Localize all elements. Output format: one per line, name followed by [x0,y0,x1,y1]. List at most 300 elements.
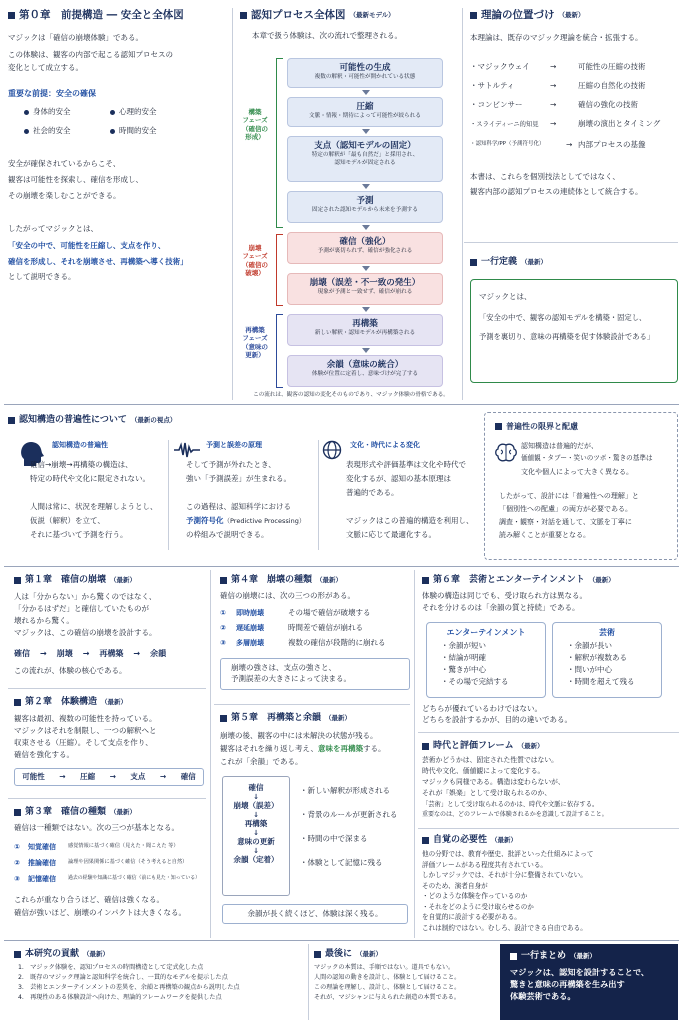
chapter1-title [14,574,204,587]
divider [214,704,410,705]
square-bullet-icon [220,577,227,584]
contribution-panel [14,948,304,1018]
ch3-item-desc: 論理や因果関係に基づく確信（そう考えると自然） [68,859,188,866]
chapter4-panel [220,574,410,700]
ch4-box-line: 崩壊の強さは、支点の強さと、 [231,662,336,672]
self-title [422,834,678,847]
summary-line: 驚きと意味の再構築を生み出す [510,978,625,989]
ch5-flow-step: 再構築 [244,818,268,828]
ch1-flow-step: 確信 [14,649,30,659]
c1-line: 仮説（解釈）を立て、 [30,516,105,525]
last-text [314,964,494,1004]
arrow-right-icon: → [40,649,47,659]
ch4-item-number: ① [220,609,226,618]
arrow-down-icon [362,307,370,312]
c2-line: 強い「予測誤差」が生まれる。 [186,474,291,483]
ch6-l1: 体験の構造は同じでも、受け取られ方は異なる。 [422,591,587,601]
ch4-item-number: ② [220,624,226,633]
c2-line: の枠組みで説明できる。 [186,530,269,539]
ch2-line: 観客は最初、複数の可能性を持っている。 [14,714,157,724]
theory-row-right: 確信の強化の技術 [578,100,638,110]
last-panel [314,948,494,1018]
c1-line: それに基づいて予測を行う。 [30,530,128,539]
entertainment-item: ・驚きが中心 [441,664,486,674]
last-title [314,948,494,961]
art-item: ・余韻が長い [567,640,612,650]
ch0-p3b: 観客は可能性を探索し、確信を形成し、 [8,175,143,185]
c1-line: 特定の時代や文化に限定されない。 [30,474,150,483]
phase-label-text: 再構築 フェーズ （意味の 更新） [242,326,268,360]
square-bullet-icon [14,699,21,706]
arrow-right-icon: → [82,649,90,659]
era-line: マジックも同様である。構造は変わらないが、 [422,778,565,787]
ch3-item-title: 記憶確信 [28,874,56,883]
era-text [422,756,678,822]
square-bullet-icon [14,951,21,958]
ch1-line: 人は「分からない」から驚くのではなく、 [14,592,157,602]
summary-subtitle: （最新） [570,951,597,960]
ch5-l2 [220,744,410,755]
divider [462,8,463,400]
square-bullet-icon [240,12,247,19]
c2-line [186,488,316,502]
c4-line: 「個別性への配慮」の両方が必要である。 [499,505,632,513]
safety-list [8,107,226,137]
ch5-note: ・新しい解釈が形成される [300,786,390,795]
theory-row-right: 内部プロセスの基盤 [578,139,646,149]
c3-title: 文化・時代による変化 [350,441,420,449]
self-title-text: 自覚の必要性 [433,835,488,845]
theory-outro-b: 観客内部の認知プロセスの連続体として統合する。 [470,186,643,196]
theory-row [470,77,678,96]
divider [308,944,309,1020]
oneline-title-text: 一行定義 [481,257,518,267]
flow-step-title: 圧縮 [356,102,374,112]
phase-bracket [276,234,283,306]
overview-panel [240,8,458,41]
theory-row [470,96,678,115]
ch5-l2-text: する。 [362,743,386,753]
theory-row [470,58,678,77]
phase-label-text: 構築 フェーズ （確信の 形成） [242,108,268,142]
flow-step [287,97,443,127]
c4-line: 文化や個人によって大きく異なる。 [521,468,633,476]
self-panel [422,834,678,938]
last-line: マジックの本質は、手順ではない。道具でもない。 [314,964,455,972]
era-line: 重要なのは、どのフレームで体験されるかを意識して設計すること。 [422,811,608,819]
contribution-item: 4. 再現性のある体験設計へ向けた、理論的フレームワークを提供した点 [18,994,222,1002]
phase-bracket [276,314,283,388]
safety-item-label: 社会的安全 [33,126,71,136]
bullet-dot-icon [110,110,115,115]
flow-step [287,136,443,182]
era-line: それが「娯楽」として受け取られるのか、 [422,789,552,798]
oneline-title [470,256,678,269]
ch2-flow-step: 圧縮 [80,771,96,781]
summary-title [510,950,668,963]
safety-item-label: 心理的安全 [119,107,157,117]
last-line: この理論を理解し、設計し、体験として届けること。 [314,984,461,992]
ch0-p3c: その崩壊を楽しむことができる。 [8,190,121,200]
square-bullet-icon [14,809,21,816]
theory-row-right: 可能性の圧縮の技術 [578,62,646,72]
overview-title [240,8,458,23]
flow-step [287,355,443,387]
entertainment-card-title: エンターテインメント [446,628,526,637]
c4-line: したがって、設計には「普遍性への理解」と [499,492,639,500]
entertainment-item: ・その場で完結する [441,676,509,686]
safety-item [24,126,110,137]
flow-step [287,191,443,223]
contribution-item: 3. 芸術とエンターテインメントの差異を、余韻と再構築の観点から説明した点 [18,984,240,992]
flow-step [287,58,443,88]
summary-line: マジックは、認知を設計することで、 [510,967,650,978]
theory-row-left: ・スライディーニ的知見 [470,121,539,129]
safety-item-label: 時間的安全 [119,126,157,136]
ch4-item [220,606,410,621]
oneline-b: 「安全の中で、観客の認知モデルを構築・固定し、 [479,312,647,322]
chapter3-title [14,806,206,819]
square-bullet-icon [495,423,502,430]
ch5-notes [300,786,410,882]
ch2-line: 収束させる（圧縮）。そして支点を作り、 [14,738,153,748]
c2-text [186,460,316,544]
theory-row-right: 崩壊の演出とタイミング [578,119,661,129]
c4-title [495,421,677,433]
ch4-item-number: ③ [220,639,226,648]
square-bullet-icon [422,837,429,844]
bullet-dot-icon [110,129,115,134]
flow-step-title: 確信（強化） [339,237,391,247]
arrow-right-icon: → [550,62,557,72]
ch3-item-desc: 過去の経験や知識に基づく確信（前にも見た・知っている） [68,875,201,882]
ch1-outro: この流れが、体験の核心である。 [14,665,127,675]
ch1-text [14,592,204,640]
phase-label-rebuild [238,326,272,360]
era-title-text: 時代と評価フレーム [433,741,514,751]
flow-step-title: 崩壊（誤差・不一致の発生） [309,278,421,288]
ch4-box-line: 予測誤差の大きさによって決まる。 [231,673,351,683]
flow-step-desc: 体験が位置に定着し、意味づけが完了する [311,371,419,378]
ch1-flow [14,648,204,660]
c3-line: 文脈に応じて最適化する。 [346,530,436,539]
ch5-note: ・体験として記憶に残る [300,858,383,867]
safety-item [24,107,110,118]
chapter3-panel [14,806,206,934]
c1-title: 認知構造の普遍性 [52,441,108,449]
entertainment-card [426,622,546,698]
ch5-flow-box [222,776,290,896]
chapter6-title-text: 第６章 芸術とエンターテインメント [433,575,585,585]
ch0-p4: したがってマジックとは、 [8,223,98,233]
flow-step-title: 可能性の生成 [339,63,391,73]
ch4-item-title: 遅延崩壊 [236,624,264,633]
ch2-flow [14,768,204,786]
chapter0-title [8,8,226,23]
era-line: 「芸術」として受け取られるのかは、時代や文脈に依存する。 [422,801,599,809]
ch3-item [14,839,206,855]
arrow-right-icon: → [550,100,557,110]
c2-line: この過程は、認知科学における [186,502,291,511]
phase-bracket [276,58,283,228]
chapter1-subtitle: （最新） [110,575,137,584]
ch3-list [14,839,206,887]
ch0-p5b: 確信を形成し、それを崩壊させ、再構築へ導く技術」 [8,256,188,266]
ch0-p6: として説明できる。 [8,272,76,282]
ch6-outro-line: どちらを設計するかが、目的の違いである。 [422,714,572,724]
ch5-flow-step: 余韻（定着） [233,854,279,864]
contribution-title-text: 本研究の貢献 [25,949,80,959]
arrow-right-icon: → [550,119,557,129]
era-panel [422,740,678,826]
universal-limits-card [484,412,678,560]
arrow-down-icon [362,348,370,353]
universal-title-text: 認知構造の普遍性について [19,415,127,425]
chapter4-title [220,574,410,587]
c3-text [346,460,478,544]
square-bullet-icon [422,743,429,750]
last-subtitle: （最新） [356,949,383,958]
theory-row-left: ・認知科学/PP（予測符号化） [470,141,545,148]
last-line: それが、マジシャンに与えられた創造の本質である。 [314,994,460,1002]
chapter4-title-text: 第４章 崩壊の種類 [231,575,313,585]
flow-step-desc: 文脈・情報・期待によって可能性が絞られる [309,113,421,120]
theory-row [470,115,678,134]
arrow-down-icon: ↓ [253,846,259,855]
flow-step-desc: 固定された認知モデルから未来を予測する [311,207,418,214]
divider [4,566,679,567]
bullet-dot-icon [24,110,29,115]
self-line: 評価フレームがある程度共有されている。 [422,860,548,869]
arrow-right-icon: → [133,649,141,659]
arrow-right-icon: → [550,81,557,91]
flow-step [287,273,443,305]
ch3-outro-a: これらが重なり合うほど、確信は強くなる。 [14,894,164,904]
ch3-item-number: ② [14,858,20,867]
c1-line: 人間は常に、状況を理解しようとし、 [30,502,158,511]
arrow-right-icon: → [159,771,167,781]
ch3-item-desc: 感覚情報に基づく確信（見えた・聞こえた 等） [68,843,179,850]
c4-text-top [521,441,677,480]
ch4-item-desc: 時間差で確信が崩れる [288,622,363,632]
self-line: を自覚的に設計する必要がある。 [422,913,521,922]
square-bullet-icon [8,417,15,424]
c4-line: 認知構造は普遍的だが、 [521,442,598,450]
c1-line: 確信→崩壊→再構築の構造は、 [30,460,133,469]
chapter3-subtitle: （最新） [110,807,137,816]
ch5-l2-text: 観客はそれを繰り返し考え、 [220,743,318,753]
square-bullet-icon [470,12,477,19]
chapter2-panel [14,696,204,792]
chapter1-panel [14,574,204,684]
ch3-item-number: ③ [14,874,20,883]
chapter6-title [422,574,678,587]
c3-line: 普遍的である。 [346,488,399,497]
universal-title [8,414,478,427]
arrow-down-icon [362,225,370,230]
flow-step-desc: 現象が予測と一致せず、確信が崩れる [317,289,413,296]
ch3-item-title: 推論確信 [28,858,56,867]
c2-line: そして予測が外れたとき、 [186,460,276,469]
theory-row [470,134,678,156]
oneline-c: 予測を裏切り、意味の再構築を促す体験設計である」 [479,331,655,341]
divider [8,798,206,799]
ch5-note-box: 余韻が長く続くほど、体験は深く残る。 [222,904,408,924]
chapter5-title [220,712,410,725]
divider [210,570,211,938]
arrow-down-icon: ↓ [253,810,259,819]
flow-step-title: 支点（認知モデルの固定） [314,141,416,151]
c3-line: マジックはこの普遍的構造を利用し、 [346,516,474,525]
ch0-p2b: 変化として成立する。 [8,62,83,72]
chapter2-title [14,696,204,709]
c1-text [30,460,170,544]
safety-item [110,107,210,118]
self-line: ・どのような体験を作っているのか [422,892,528,901]
overview-intro: 本章で扱う体験は、次の流れで整理される。 [252,31,402,41]
safety-item-label: 身体的安全 [33,107,71,117]
art-card [552,622,662,698]
ch5-note: ・背景のルールが更新される [300,810,398,819]
entertainment-item: ・結論が明確 [441,652,486,662]
ch6-l2: それを分けるのは「余韻の質と持続」である。 [422,602,580,612]
ch3-outro-b: 確信が強いほど、崩壊のインパクトは大きくなる。 [14,907,186,917]
divider [418,732,679,733]
chapter0-panel [8,8,226,398]
theory-list [470,58,678,156]
ch6-outro-line: どちらが優れているわけではない。 [422,704,542,713]
safety-title: 重要な前提：安全の確保 [8,88,96,98]
square-bullet-icon [470,259,477,266]
self-line: これは制約ではない。むしろ、設計できる自由である。 [422,923,587,932]
ch1-line: マジックは、この確信の崩壊を設計する。 [14,628,157,638]
arrow-right-icon: → [566,139,573,149]
ch0-p3a: 安全が確保されているからこそ、 [8,159,121,169]
flow-step-desc: 複数の解釈・可能性が開かれている状態 [314,74,416,81]
chapter4-subtitle: （最新） [316,575,343,584]
theory-outro-a: 本書は、これらを個別技法としてではなく、 [470,172,620,182]
era-subtitle: （最新） [517,741,544,750]
ch0-p1: マジックは「確信の崩壊体験」である。 [8,33,143,43]
phase-label-build [238,108,272,142]
ch3-item [14,855,206,871]
ch6-outro [422,704,678,726]
arrow-down-icon [362,90,370,95]
theory-title-text: 理論の位置づけ [481,9,555,21]
era-line: 時代や文化、価値観によって変化する。 [422,767,545,776]
ch2-line: 確信を強化する。 [14,750,74,760]
ch1-line: 壊れるから驚く。 [14,616,74,626]
c4-line: 価値観・タブー・笑いのツボ・驚きの基準は [521,454,653,462]
flow-step [287,314,443,346]
predictive-coding-term: 予測符号化 [186,516,224,525]
ch5-flow-step: 意味の更新 [237,836,275,846]
overview-subtitle: （最新モデル） [349,10,395,19]
ch2-flow-step: 確信 [180,771,196,781]
theory-row-left: ・マジックウェイ [470,62,530,72]
theory-row-left: ・サトルティ [470,81,515,91]
ch5-highlight: 意味を再構築 [317,743,363,753]
square-bullet-icon [422,577,429,584]
divider [464,242,678,243]
divider [232,8,233,400]
c2-title: 予測と誤差の原理 [206,441,262,449]
self-line: しかしマジックでは、それが十分に整備されていない。 [422,871,587,880]
square-bullet-icon [510,953,517,960]
divider [4,940,679,941]
ch5-note: ・時間の中で深まる [300,834,368,843]
ch2-line: マジックはそれを制限し、一つの解釈へと [14,726,157,736]
theory-title [470,8,678,23]
ch2-flow-step: 可能性 [22,771,45,781]
arrow-down-icon: ↓ [253,792,259,801]
ch1-flow-step: 余韻 [150,649,167,659]
theory-row-left: ・コンビンサー [470,100,523,110]
contribution-item: 2. 既存のマジック理論と認知科学を統合し、一貫的なモデルを提示した点 [18,974,228,982]
arrow-right-icon: → [109,771,116,781]
overview-title-text: 認知プロセス全体図 [251,9,346,21]
chapter2-subtitle: （最新） [101,697,128,706]
ch4-item-title: 即時崩壊 [236,609,264,618]
square-bullet-icon [8,12,15,19]
arrow-right-icon: → [59,771,66,781]
contribution-list [14,964,304,1004]
universal-subtitle: （最新の視点） [130,415,177,424]
chapter2-title-text: 第２章 体験構造 [25,697,98,707]
flow-step-desc: 新しい解釈・認知モデルが再構築される [314,330,416,337]
ch5-l3: これが「余韻」である。 [220,756,303,766]
c4-title-text: 普遍性の限界と配慮 [506,422,578,431]
self-text [422,850,678,934]
self-line: そのため、演者自身が [422,881,488,890]
brain-icon [495,443,517,463]
era-title [422,740,678,753]
arrow-down-icon: ↓ [253,828,259,837]
divider [4,404,679,405]
c2-line: （Predictive Processing） [223,517,306,525]
ch3-intro: 確信は一種類ではない。次の三つが基本となる。 [14,823,179,833]
ch2-text [14,714,204,762]
era-line: 芸術かどうかは、固定された性質ではない。 [422,756,558,765]
square-bullet-icon [314,951,321,958]
summary-text [510,967,668,1003]
ch4-note-box [220,658,410,690]
ch4-list [220,606,410,651]
ch1-flow-step: 崩壊 [56,649,73,659]
phase-label-text: 崩壊 フェーズ （確信の 破壊） [242,244,268,278]
ch3-item-number: ① [14,842,20,851]
summary-title-text: 一行まとめ [521,951,567,961]
art-item: ・問いが中心 [567,664,612,674]
c3-line: 表現形式や評価基準は文化や時代で [346,460,466,469]
c3-line: 変化するが、認知の基本原理は [346,474,451,483]
oneline-box [470,279,678,383]
chapter3-title-text: 第３章 確信の種類 [25,807,107,817]
ch0-p5a: 「安全の中で、可能性を圧縮し、支点を作り、 [8,240,166,250]
bullet-dot-icon [24,129,29,134]
contribution-subtitle: （最新） [83,949,110,958]
self-line: ・それをどのように受け取らせるのか [422,902,534,911]
ch5-flow-step: 確信 [248,783,264,792]
c1-line [30,488,170,502]
ch2-flow-step: 支点 [130,771,146,781]
divider [418,828,679,829]
flow-step-title: 余韻（意味の統合） [326,360,404,370]
oneline-panel [470,256,678,396]
square-bullet-icon [14,577,21,584]
chapter0-title-text: 第０章 前提構造 ― 安全と全体図 [19,9,184,21]
theory-row-right: 圧縮の自然化の技術 [578,81,646,91]
